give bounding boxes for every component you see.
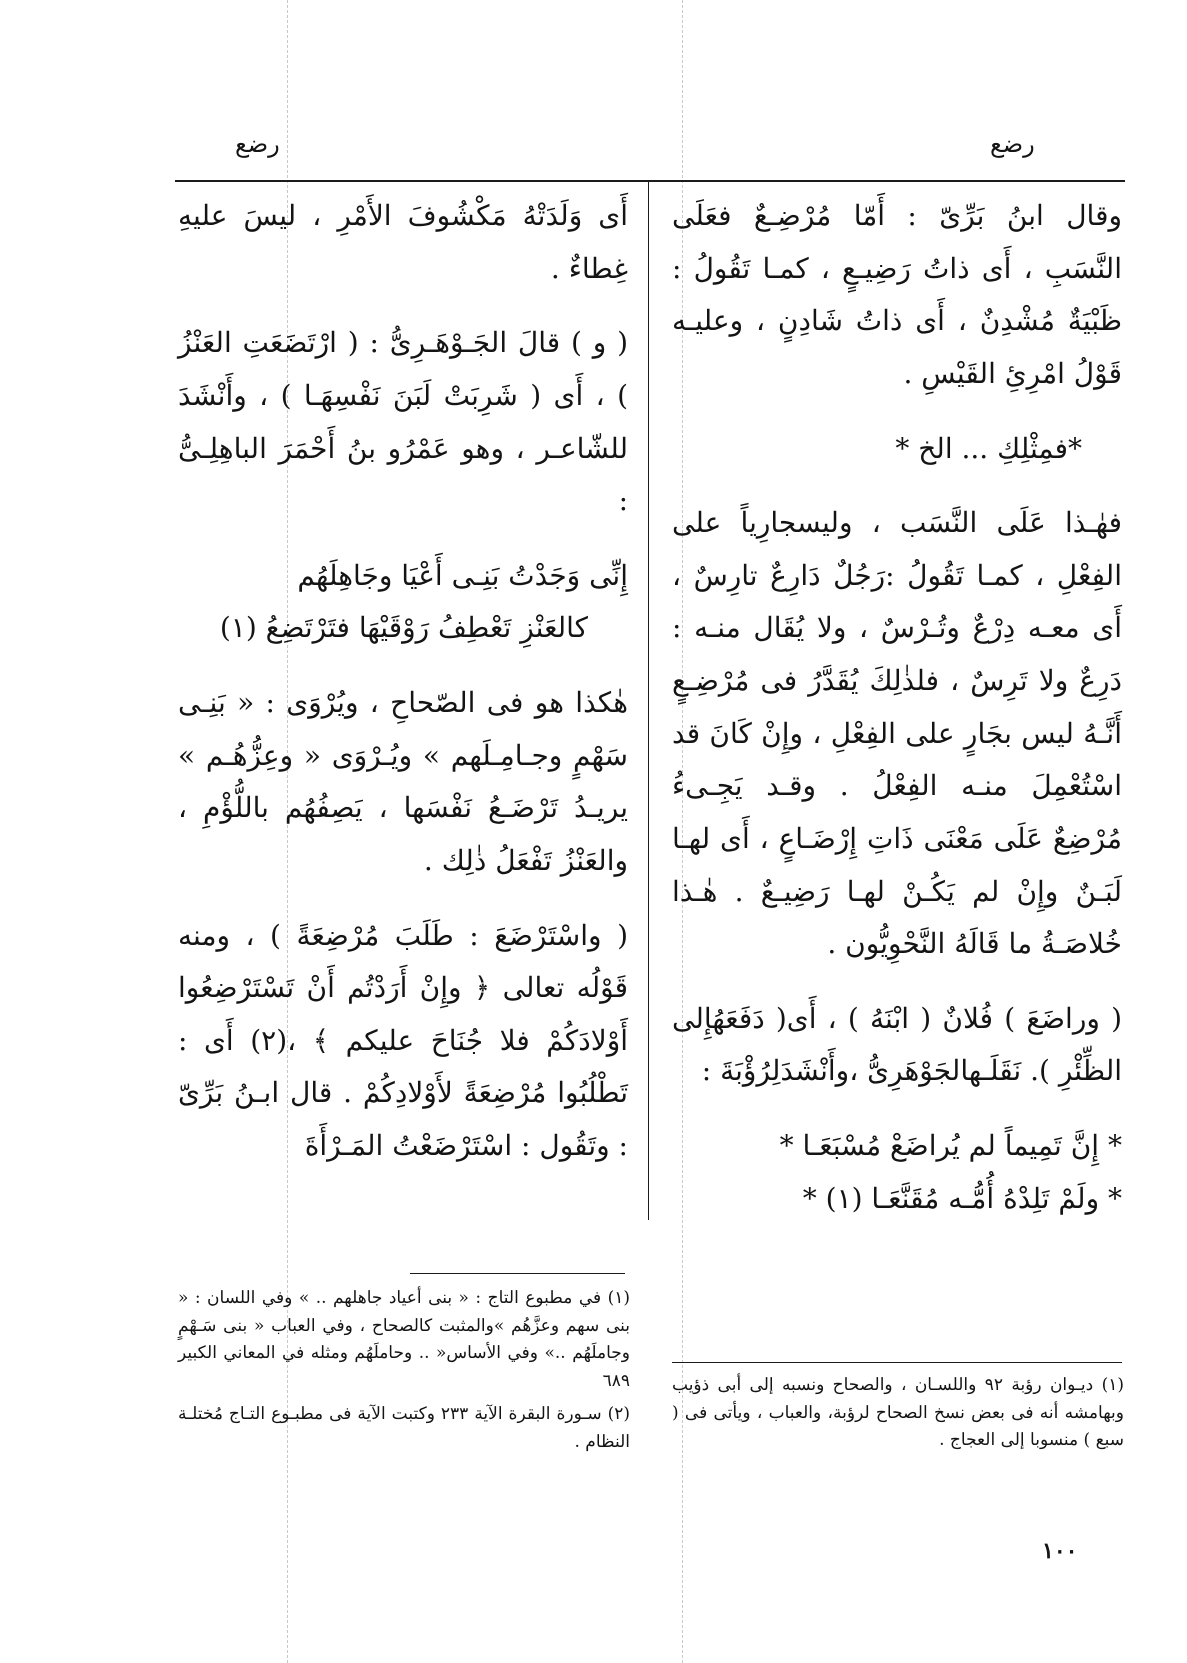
header-entry-word-left: رضع (235, 130, 280, 158)
paragraph: ( و ) قالَ الجَـوْهَـرِىُّ : ( ارْتَضَعَتِ العَنْزُ ) ، أَى ( شَرِبَتْ لَبَنَ نَفْسِهَـا ) ، وأَنْشَدَ للشّاعـر ، وهو عَمْرُو بنُ أَحْمَرَ الباهِلِـىُّ : (178, 326, 628, 518)
paragraph: وقال ابنُ بَرِّىّ : أَمّا مُرْضِـعٌ فعَلَى النَّسَبِ ، أَى ذاتُ رَضِيـعٍ ، كمـا تَقُولُ : ظَبْيَةٌ مُشْدِنٌ ، أَى ذاتُ شَادِنٍ ، وعليـه قَوْلُ امْرِئِ القَيْسِ . (672, 199, 1122, 390)
footnote-rule (410, 1273, 625, 1274)
footnote: (١) ديـوان رؤبة ٩٢ واللسـان ، والصحاح ونسبه إلى أبى ذؤيب وبهامشه أنه فى بعض نسخ الصحاح لرؤبة، والعباب ، ويأتى فى ( سبع ) منسوبا إلى العجاج . (672, 1375, 1124, 1451)
paragraph: ( وراضَعَ ) فُلانٌ ( ابْنَهُ ) ، أَى( دَفَعَهُإِلى الظِّئْرِ ). نَقَلَـهالجَوْهَرِىُّ ،وأَنْشَدَلِرُؤْبَةَ : (672, 1001, 1122, 1088)
verse (672, 1120, 1122, 1225)
verse-quote: *فمِثْلِكِ ... الخ * (895, 431, 1082, 465)
footnote: (٢) سـورة البقرة الآية ٢٣٣ وكتبت الآية فى مطبـوع التـاج مُختلـة النظام . (178, 1404, 630, 1452)
header-entry-word-right: رضع (990, 130, 1035, 158)
footnote-rule (672, 1362, 1122, 1363)
paragraph: هٰكذا هو فى الصّحاحِ ، ويُرْوَى : « بَنِـى سَهْمٍ وجـامِـلَهم » ويُـرْوَى « وعِزُّهُـم » يريـدُ تَرْضَـعُ نَفْسَها ، يَصِفُهُم باللُّؤْمِ ، والعَنْزُ تَفْعَلُ ذٰلِك . (178, 686, 628, 877)
left-column (178, 190, 628, 1195)
verse-line: * إِنَّ تَمِيماً لم يُراضَعْ مُسْبَعَـا * (779, 1129, 1122, 1162)
verse-line: إِنِّى وَجَدْتُ بَنِـى أَعْيَا وجَاهِلَهُم (297, 558, 628, 592)
footnotes-left (178, 1285, 630, 1462)
paragraph: أَى وَلَدَتْهُ مَكْشُوفَ الأَمْرِ ، ليسَ عليهِ غِطاءٌ . (178, 199, 628, 285)
verse (178, 550, 628, 655)
paragraph: فهٰـذا عَلَى النَّسَب ، وليسجارِياً على الفِعْلِ ، كمـا تَقُولُ :رَجُلٌ دَارِعٌ تارِسٌ ، أَى معـه دِرْعٌ وتُـرْسٌ ، ولا يُقَال منـه : دَرِعٌ ولا تَرِسٌ ، فلذٰلِكَ يُقَدَّرُ فى مُرْضِـعٍ أَنَّـهُ ليس بجَارٍ على الفِعْلِ ، وإِنْ كَانَ قد اسْتُعْمِلَ منـه الفِعْلُ . وقـد يَجِـىءُ مُرْضِعٌ عَلَى مَعْنَى ذَاتِ إِرْضَـاعٍ ، أَى لهـا لَبَـنٌ وإِنْ لم يَكُـنْ لهـا رَضِيـعٌ . هٰـذا خُلاصَـةُ ما قَالَهُ النَّحْوِيُّون . (672, 506, 1122, 961)
paragraph: ( واسْتَرْضَعَ : طَلَبَ مُرْضِعَةً ) ، ومنه قَوْلُه تعالى ﴿ وإِنْ أَرَدْتُم أَنْ تَسْتَرْضِعُوا أَوْلادَكُمْ فلا جُنَاحَ عليكم ﴾ ،(٢) أَى : تَطْلُبُوا مُرْضِعَةً لأَوْلادِكُمْ . قال ابـنُ بَرِّىّ : وتَقُول : اسْتَرْضَعْتُ المَـرْأَةَ (178, 918, 628, 1162)
column-separator (648, 180, 649, 1220)
header-rule (175, 180, 1125, 182)
footnotes-right (672, 1372, 1124, 1461)
page-number: ١٠٠ (1042, 1538, 1078, 1564)
footnote: (١) في مطبوع التاج : « بنى أعياد جاهلهم .. » وفي اللسان : « بنى سهم وعزَّهُم »والمثبت كالصحاح ، وفي العباب « بنى سَـهْمٍ وجاملَهُم ..» وفي الأساس« .. وحاملَهُم ومثله في المعاني الكبير ٦٨٩ (178, 1288, 630, 1391)
verse-line: * ولَمْ تَلِدْهُ أُمُّـه مُقَنَّعَـا (١) * (802, 1181, 1122, 1215)
verse-line: كالعَنْزِ تَعْطِفُ رَوْقَيْهَا فتَرْتَضِعُ (١) (219, 611, 588, 645)
right-column (672, 190, 1122, 1247)
